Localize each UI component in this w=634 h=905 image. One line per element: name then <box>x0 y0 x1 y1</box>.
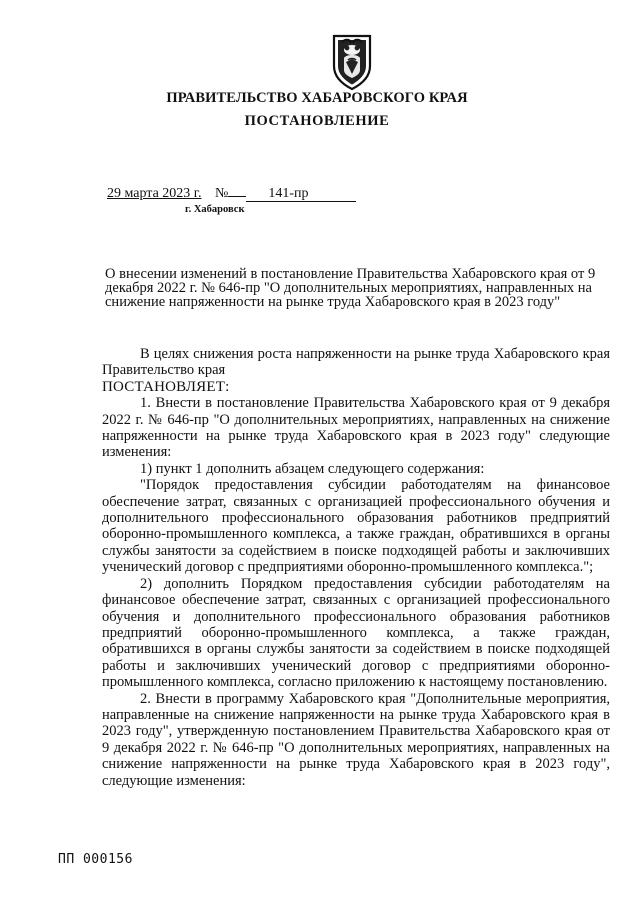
document-subject: О внесении изменений в постановление Правительства Хабаровского края от 9 декабря 2022 г. № 646-пр "О дополнительных мероприятиях, направленных на снижение напряженности на рынке труда Хабаровского края в 2023 году" <box>105 266 596 310</box>
date-number-line <box>107 186 356 202</box>
decree-word: ПОСТАНОВЛЯЕТ: <box>102 378 230 395</box>
quoted-insertion-paragraph: "Порядок предоставления субсидии работодателям на финансовое обеспечение затрат, связанных с организацией профессионального обучения и дополнительного профессионального образования работников предприятий оборонно-промышленного комплекса, а также граждан, обратившихся в органы службы занятости за содействием в поиске подходящей работы и заключивших ученический договор с предприятиями оборонно-промышленного комплекса."; <box>102 477 610 576</box>
document-number: 141-пр <box>246 187 356 202</box>
document-body <box>102 346 610 789</box>
preamble-paragraph: В целях снижения роста напряженности на рынке труда Хабаровского края Правительство края <box>102 346 610 379</box>
number-underline-gap <box>228 196 246 197</box>
subclause-2-paragraph: 2) дополнить Порядком предоставления субсидии работодателям на финансовое обеспечение затрат, связанных с организацией профессионального обучения и дополнительного профессионального образования работников предприятий оборонно-промышленного комплекса, а также граждан, обратившихся в органы службы занятости за содействием в поиске подходящей работы и заключивших ученический договор с предприятиями оборонно-промышленного комплекса, согласно приложению к настоящему постановлению. <box>102 575 610 691</box>
number-sign: № <box>214 186 229 201</box>
government-title: ПРАВИТЕЛЬСТВО ХАБАРОВСКОГО КРАЯ <box>166 90 468 106</box>
document-city: г. Хабаровск <box>185 204 245 215</box>
khabarovsk-coat-of-arms-icon <box>326 30 378 92</box>
footer-code: ПП 000156 <box>58 852 133 867</box>
clause-1-paragraph: 1. Внести в постановление Правительства Хабаровского края от 9 декабря 2022 г. № 646-пр "О дополнительных мероприятиях, направленных на снижение напряженности на рынке труда Хабаровского края в 2023 году" следующие изменения: <box>102 395 610 461</box>
document-date: 29 марта 2023 г. <box>107 186 202 201</box>
subclause-1-paragraph: 1) пункт 1 дополнить абзацем следующего содержания: <box>140 460 485 477</box>
clause-2-paragraph: 2. Внести в программу Хабаровского края "Дополнительные мероприятия, направленные на снижение напряженности на рынке труда Хабаровского края в 2023 году", утвержденную постановлением Правительства Хабаровского края от 9 декабря 2022 г. № 646-пр "О дополнительных мероприятиях, направленных на снижение напряженности на рынке труда Хабаровского края в 2023 году", следующие изменения: <box>102 690 610 789</box>
document-type: ПОСТАНОВЛЕНИЕ <box>244 113 390 129</box>
